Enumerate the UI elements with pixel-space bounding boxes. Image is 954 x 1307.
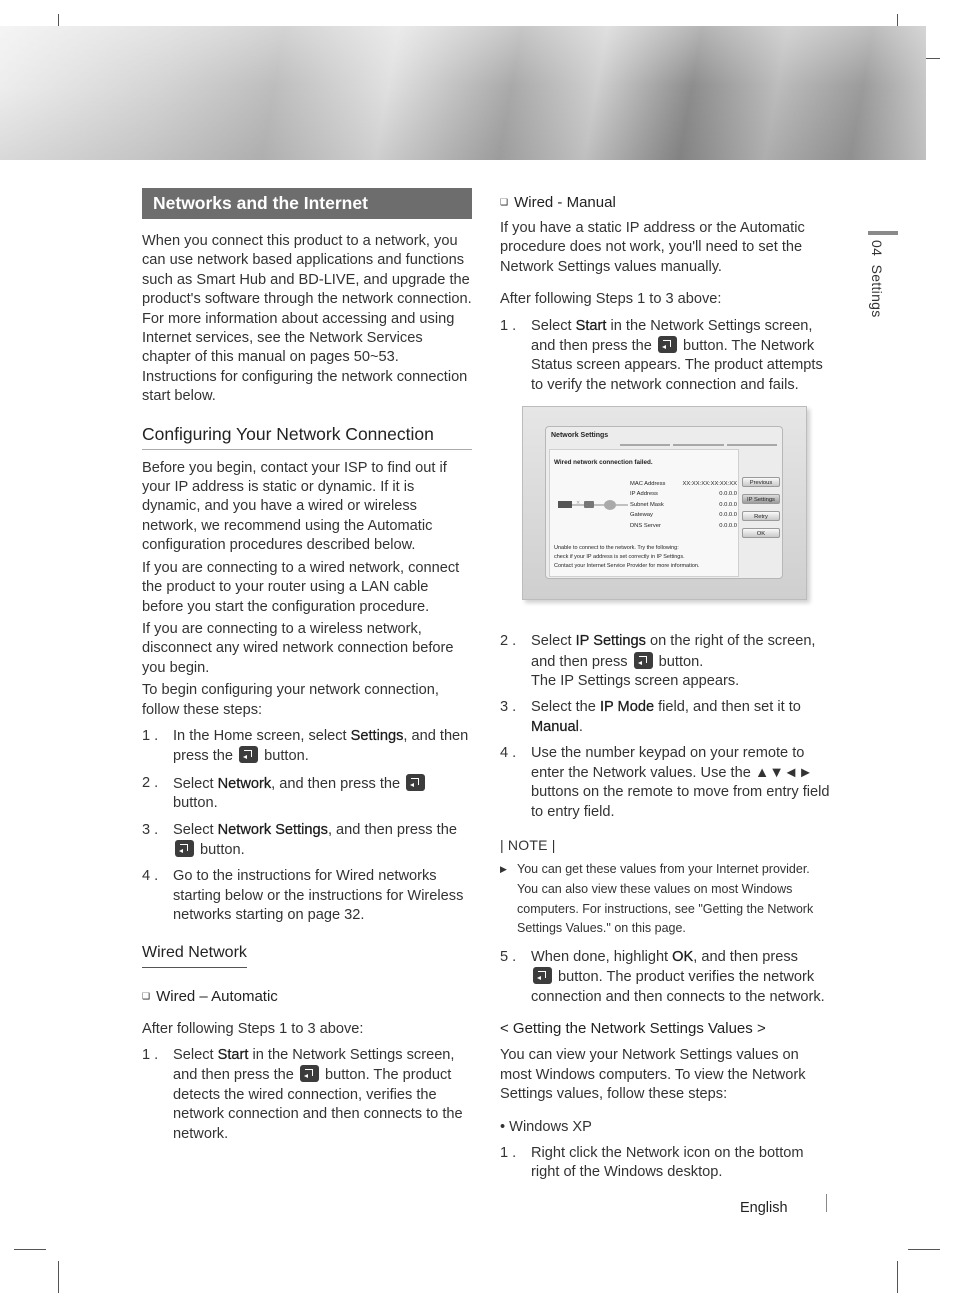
status-area [549,449,739,577]
network-connection-icon [558,498,628,512]
status-text: Wired network connection failed. [554,459,653,466]
step-text: Select Start in the Network Settings screen, and then press the button. The product detects the wired connection, verifies the network connection and then connects to the network. [173,1047,463,1142]
dialog-title: Network Settings [551,432,609,439]
step-number: 1 . [500,317,517,334]
manual-step [500,317,832,396]
network-info-list [630,479,737,531]
triangle-bullet-icon: ▶ [500,864,507,875]
network-settings-screenshot [522,406,807,600]
enter-icon [406,774,425,791]
footer-language: English [740,1200,788,1216]
step-number: 2 . [142,774,159,791]
intro-paragraph: When you connect this product to a network, you can use network based applications and functions such as Smart Hub and BD-LIVE, and upgrade the product's software through the network connection. For more information about accessing and using Internet services, see the Network Services chapter of this manual on pages 50~53. Instructions for configuring the network connection start below. [142,233,472,405]
auto-step [142,1046,472,1144]
after-steps-text: After following Steps 1 to 3 above: [142,1020,364,1037]
error-message: Unable to connect to the network. Try the following: check if your IP address is set correctly in IP Settings. Contact your Internet Service Provider for more information. [554,545,700,570]
dialog-buttons [742,477,780,545]
previous-button[interactable]: Previous [742,477,780,487]
crop-mark [14,1249,46,1250]
manual-step [500,632,832,691]
retry-button[interactable]: Retry [742,511,780,521]
step-text: Select Network, and then press the button. [173,774,472,814]
step-text: Select Start in the Network Settings screen, and then press the button. The Network Status screen appears. The product attempts to verify the network connection and fails. [531,317,823,393]
left-column [142,188,472,1144]
crop-mark [897,1261,898,1293]
note-label: | NOTE | [500,836,556,853]
manual-intro: If you have a static IP address or the Automatic procedure does not work, you'll need to set the Network Settings values manually. [500,220,805,275]
checkbox-bullet-icon: ❑ [500,197,509,207]
step-number: 2 . [500,633,517,650]
config-step [142,821,472,861]
chapter-name: Settings [869,264,885,318]
enter-icon [175,840,194,857]
enter-icon [300,1065,319,1082]
manual-step [500,744,832,822]
note-item [500,860,832,938]
step-number: 3 . [142,821,159,838]
enter-icon [658,336,677,353]
wired-automatic-heading: ❑ Wired – Automatic [142,987,278,1005]
manual-step [500,948,832,1007]
info-row: Subnet Mask 0.0.0.0 [630,501,737,508]
xp-step [500,1144,832,1183]
checkbox-bullet-icon: ❑ [142,990,151,1001]
config-step [142,774,472,814]
step-number: 4 . [500,745,517,762]
step-number: 1 . [142,727,159,744]
footer-divider [826,1194,827,1212]
values-intro: You can view your Network Settings values on most Windows computers. To view the Network Settings values, follow these steps: [500,1047,806,1103]
step-text: Select Network Settings, and then press the button. [173,821,457,858]
config-paragraph: Before you begin, contact your ISP to find out if your IP address is static or dynamic. If it is dynamic, and you have a wired or wireless network, we recommend using the Automatic configuration procedures described below. [142,459,447,554]
wired-network-heading: Wired Network [142,942,247,968]
enter-icon [239,746,258,763]
config-paragraph: If you are connecting to a wired network, connect the product to your router using a LAN cable before you start the configuration procedure. [142,559,460,615]
step-text: Select IP Settings on the right of the screen, and then press button. The IP Settings screen appears. [531,633,816,690]
config-paragraph: If you are connecting to a wireless network, disconnect any wired network connection before you begin. [142,620,454,676]
ip-settings-button[interactable]: IP Settings [742,494,780,504]
chapter-number: 04 [869,240,885,257]
config-heading: Configuring Your Network Connection [142,422,472,450]
bullet-windows-xp: • Windows XP [500,1118,592,1135]
wired-manual-heading: ❑ Wired - Manual [500,194,616,211]
svg-text:×: × [576,500,581,506]
info-row: IP Address 0.0.0.0 [630,491,737,498]
step-number: 5 . [500,948,517,965]
enter-icon [634,652,653,669]
step-text: Go to the instructions for Wired networks starting below or the instructions for Wireless networks starting on page 32. [173,868,464,924]
dialog-tab-strip [620,444,777,446]
step-number: 4 . [142,868,159,885]
section-title: Networks and the Internet [142,188,472,219]
config-paragraph: To begin configuring your network connection, follow these steps: [142,682,439,718]
network-values-heading: < Getting the Network Settings Values > [500,1019,766,1037]
step-text: In the Home screen, select Settings, and then press the button. [173,727,469,765]
step-text: Select the IP Mode field, and then set it to Manual. [531,699,801,735]
step-text: Right click the Network icon on the bottom right of the Windows desktop. [531,1144,804,1181]
manual-step [500,698,832,737]
step-text: When done, highlight OK, and then press button. The product verifies the network connection and then connects to the network. [531,948,825,1005]
step-number: 1 . [500,1144,517,1161]
note-text: You can get these values from your Internet provider. You can also view these values on most Windows computers. For instructions, see "Getting the Network Settings Values." on this page. [517,862,814,936]
after-steps-text: After following Steps 1 to 3 above: [500,291,722,308]
enter-icon [533,967,552,984]
ok-button[interactable]: OK [742,528,780,538]
step-number: 3 . [500,699,517,716]
chapter-tab-marker [868,231,898,235]
chapter-tab-label [866,240,886,318]
right-column [500,192,832,1183]
info-row: Gateway 0.0.0.0 [630,512,737,519]
info-row: MAC Address XX:XX:XX:XX:XX:XX [630,481,737,487]
header-banner [0,26,926,160]
network-settings-dialog [545,426,783,579]
info-row: DNS Server 0.0.0.0 [630,522,737,529]
crop-mark [908,1249,940,1250]
step-text: Use the number keypad on your remote to enter the Network values. Use the ▲▼◄► buttons on the remote to move from entry field to entry field. [531,745,830,820]
step-number: 1 . [142,1047,159,1063]
config-step [142,867,472,925]
config-step [142,727,472,767]
crop-mark [58,1261,59,1293]
